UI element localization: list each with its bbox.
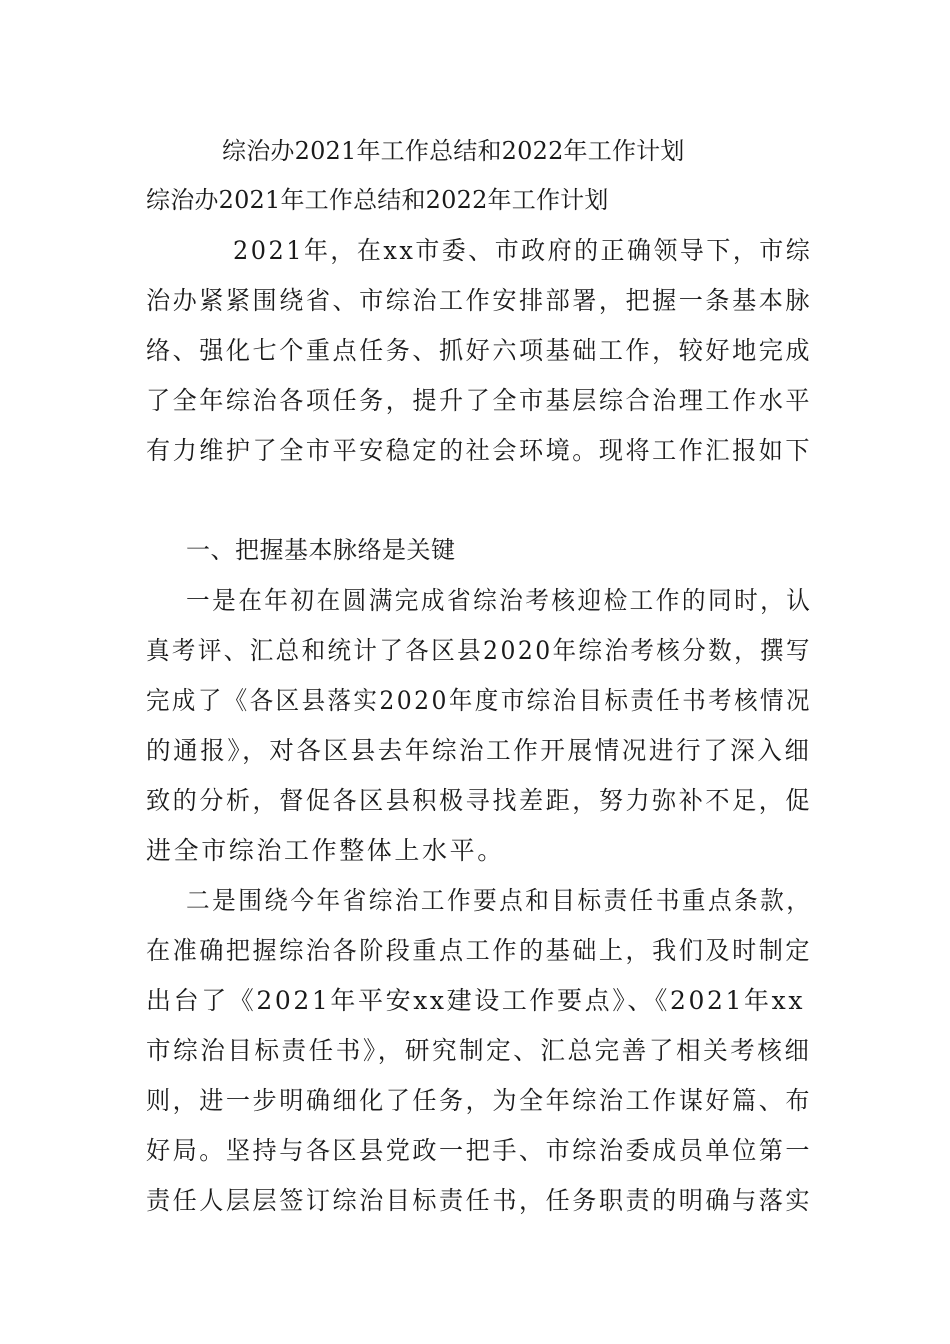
- paragraph-line: 责任人层层签订综治目标责任书，任务职责的明确与落实: [146, 1186, 813, 1215]
- paragraph-line: 在准确把握综治各阶段重点工作的基础上，我们及时制定: [146, 936, 813, 965]
- paragraph-line: 致的分析，督促各区县积极寻找差距，努力弥补不足，促: [146, 786, 813, 815]
- intro-line: 有力维护了全市平安稳定的社会环境。现将工作汇报如下: [146, 436, 813, 465]
- paragraph-line: 完成了《各区县落实2020年度市综治目标责任书考核情况: [146, 686, 812, 715]
- paragraph-line: 好局。坚持与各区县党政一把手、市综治委成员单位第一: [146, 1136, 813, 1165]
- section-heading: 一、把握基本脉络是关键: [186, 536, 456, 564]
- intro-line: 络、强化七个重点任务、抓好六项基础工作，较好地完成: [146, 336, 813, 365]
- intro-line: 了全年综治各项任务，提升了全市基层综合治理工作水平: [146, 386, 813, 415]
- paragraph-line: 二是围绕今年省综治工作要点和目标责任书重点条款，: [186, 886, 813, 915]
- document-subtitle: 综治办2021年工作总结和2022年工作计划: [146, 186, 609, 214]
- document-title: 综治办2021年工作总结和2022年工作计划: [222, 137, 685, 165]
- paragraph-line: 出台了《2021年平安xx建设工作要点》、《2021年xx: [146, 986, 806, 1015]
- paragraph-line: 真考评、汇总和统计了各区县2020年综治考核分数，撰写: [146, 636, 812, 665]
- paragraph-line: 一是在年初在圆满完成省综治考核迎检工作的同时，认: [186, 586, 813, 615]
- paragraph-line: 进全市综治工作整体上水平。: [146, 836, 505, 865]
- intro-line: 治办紧紧围绕省、市综治工作安排部署，把握一条基本脉: [146, 286, 813, 315]
- intro-line: 2021年，在xx市委、市政府的正确领导下，市综: [233, 236, 813, 265]
- paragraph-line: 的通报》，对各区县去年综治工作开展情况进行了深入细: [146, 736, 812, 765]
- paragraph-line: 则，进一步明确细化了任务，为全年综治工作谋好篇、布: [146, 1086, 813, 1115]
- paragraph-line: 市综治目标责任书》，研究制定、汇总完善了相关考核细: [146, 1036, 812, 1065]
